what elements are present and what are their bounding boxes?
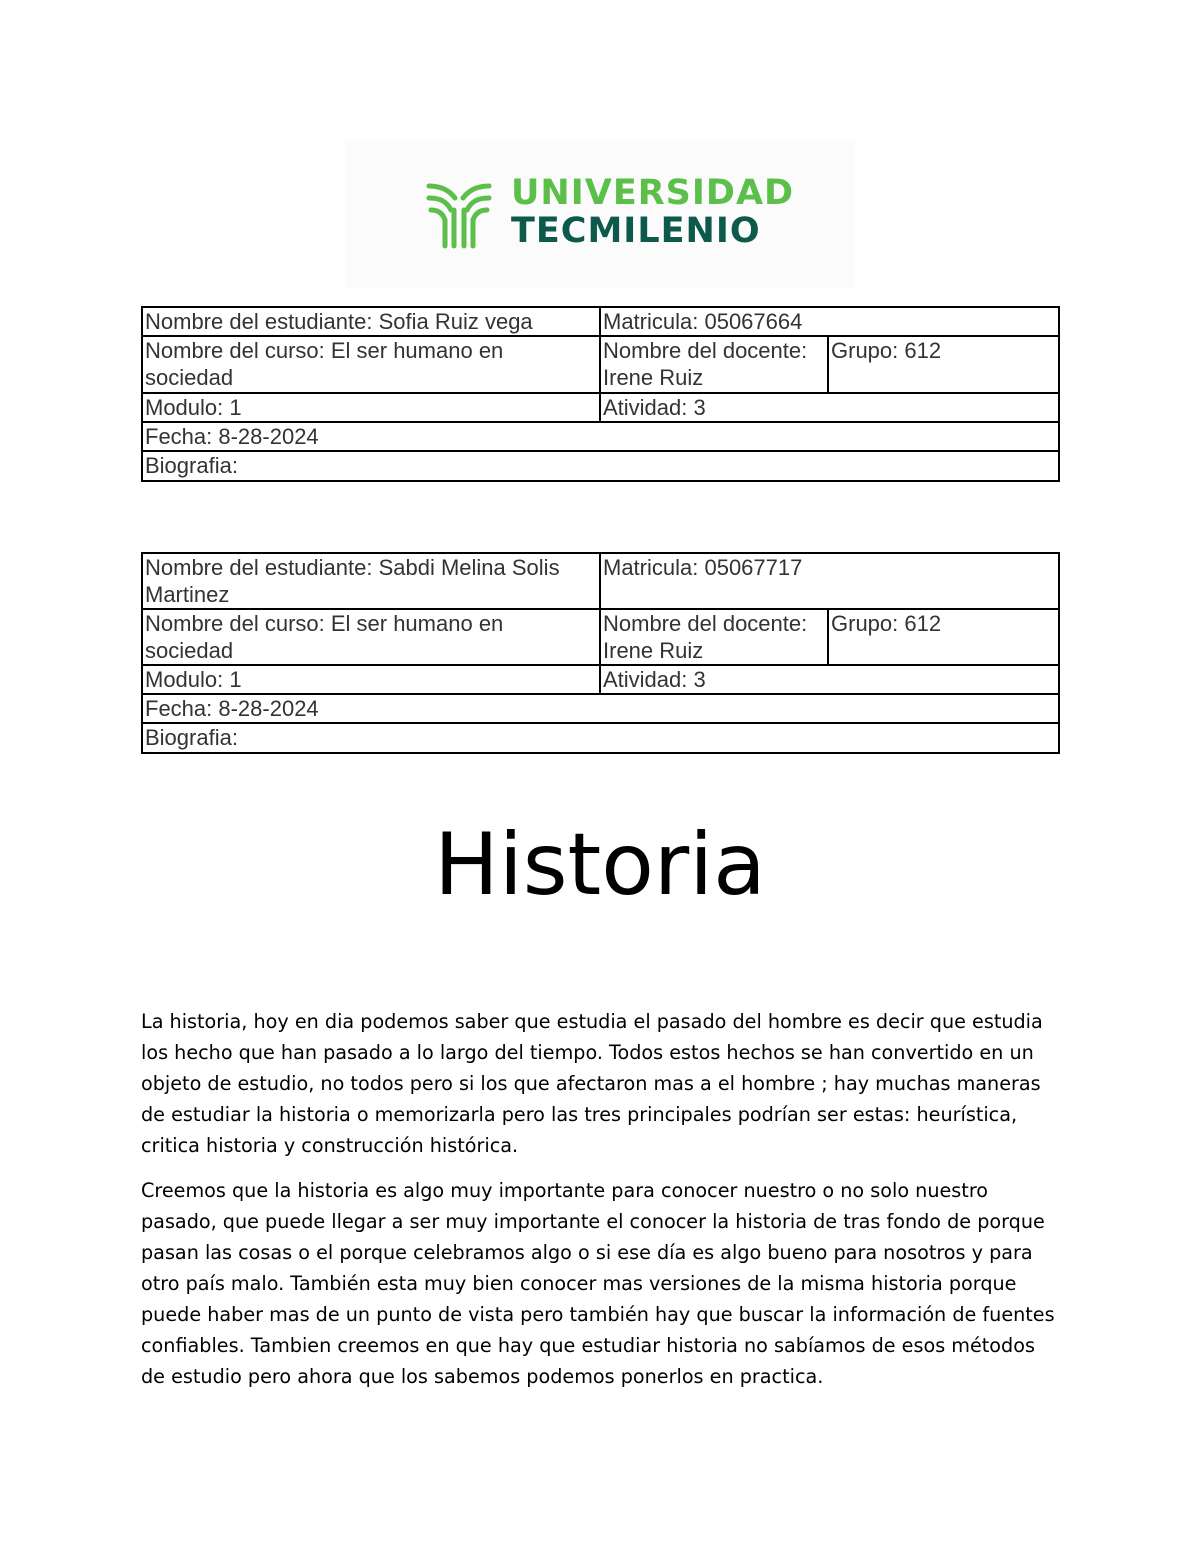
- matricula-cell: Matricula: 05067717: [600, 553, 1059, 609]
- student-name-cell: Nombre del estudiante: Sabdi Melina Solis Martinez: [142, 553, 600, 609]
- activity-cell: Atividad: 3: [600, 393, 1059, 422]
- teacher-name-cell: Nombre del docente: Irene Ruiz: [600, 609, 828, 665]
- date-cell: Fecha: 8-28-2024: [142, 694, 1059, 723]
- document-title: Historia: [434, 815, 766, 915]
- module-cell: Modulo: 1: [142, 393, 600, 422]
- tecmilenio-emblem-icon: [425, 180, 493, 250]
- activity-cell: Atividad: 3: [600, 665, 1059, 694]
- logo-wordmark: [511, 173, 795, 251]
- paragraph-2: Creemos que la historia es algo muy importante para conocer nuestro o no solo nuestro pasado, que puede llegar a ser muy importante el conocer la historia de tras fondo de porque pasan las cosas o el porque celebramos algo o si ese día es algo bueno para nosotros y para otro país malo. También esta muy bien conocer mas versiones de la misma historia porque puede haber mas de un punto de vista pero también hay que buscar la información de fuentes confiables. Tambien creemos en que hay que estudiar historia no sabíamos de esos métodos de estudio pero ahora que los sabemos podemos ponerlos en practica.: [141, 1179, 1055, 1388]
- biography-cell: Biografia:: [142, 451, 1059, 481]
- group-cell: Grupo: 612: [828, 336, 1059, 393]
- paragraph-1: La historia, hoy en dia podemos saber que estudia el pasado del hombre es decir que estudia los hecho que han pasado a lo largo del tiempo. Todos estos hechos se han convertido en un objeto de estudio, no todos pero si los que afectaron mas a el hombre ; hay muchas maneras de estudiar la historia o memorizarla pero las tres principales podrían ser estas: heurística, critica historia y construcción histórica.: [141, 1010, 1043, 1157]
- student-info-table-2: [141, 552, 1060, 754]
- biography-cell: Biografia:: [142, 723, 1059, 753]
- student-info-table-1: [141, 306, 1060, 482]
- body-text: [141, 1006, 1061, 1406]
- logo-line-tecmilenio: TECMILENIO: [511, 211, 761, 251]
- student-name-cell: Nombre del estudiante: Sofia Ruiz vega: [142, 307, 600, 336]
- course-name-cell: Nombre del curso: El ser humano en sociedad: [142, 336, 600, 393]
- matricula-cell: Matricula: 05067664: [600, 307, 1059, 336]
- teacher-name-cell: Nombre del docente: Irene Ruiz: [600, 336, 828, 393]
- logo-line-universidad: UNIVERSIDAD: [511, 173, 795, 213]
- university-logo: [345, 140, 855, 288]
- module-cell: Modulo: 1: [142, 665, 600, 694]
- course-name-cell: Nombre del curso: El ser humano en sociedad: [142, 609, 600, 665]
- group-cell: Grupo: 612: [828, 609, 1059, 665]
- date-cell: Fecha: 8-28-2024: [142, 422, 1059, 451]
